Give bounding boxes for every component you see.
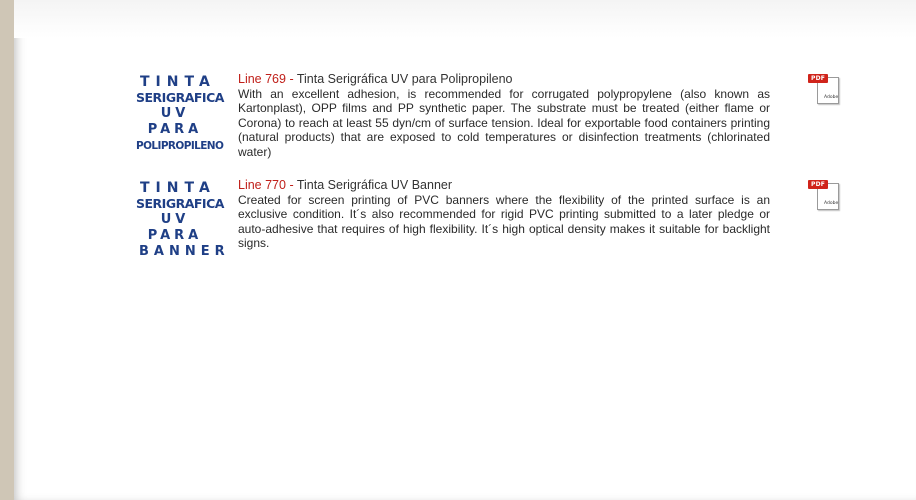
product-title: Tinta Serigráfica UV para Polipropileno [296,72,513,86]
heading-separator: - [285,72,297,86]
pdf-icon: PDF [808,180,828,189]
logo-line: BANNER [139,244,230,259]
product-logo [136,180,230,260]
product-content [238,72,770,160]
product-content [238,178,770,251]
adobe-label: Adobe [824,95,839,100]
logo-line: UV PARA [147,106,203,137]
logo-line: SERIGRAFICA [136,90,224,105]
line-number: Line 770 [238,178,286,192]
logo-line: TINTA [140,74,216,90]
logo-line: SERIGRAFICA [136,196,224,211]
heading-separator: - [285,178,297,192]
adobe-label: Adobe [824,201,839,206]
pdf-download-button[interactable] [808,74,840,104]
product-title: Tinta Serigráfica UV Banner [296,178,453,192]
product-heading [238,178,770,193]
logo-line: UV PARA [147,212,203,243]
product-heading [238,72,770,87]
product-description: With an excellent adhesion, is recommended for corrugated polypropylene (also known as Kartonplast), OPP films and PP synthetic paper. The substrate must be treated (either flame or Corona) to reach at least 55 dyn/cm of surface tension. Ideal for exportable food containers printing (natural products) that are exposed to cold temperatures or disinfection treatments (chlorinated water) [238,86,770,159]
logo-line: POLIPROPILENO [136,140,224,152]
pdf-icon: PDF [808,74,828,83]
logo-line: TINTA [140,180,216,196]
line-number: Line 769 [238,72,286,86]
product-logo [136,74,224,154]
pdf-download-button[interactable] [808,180,840,210]
product-description: Created for screen printing of PVC banners where the flexibility of the printed surface is an exclusive condition. It´s also recommended for rigid PVC printing submitted to a later pledge or auto-adhesive that requires of high flexibility. It´s high optical density makes it suitable for backlight signs. [238,192,770,251]
top-strip [14,0,916,38]
